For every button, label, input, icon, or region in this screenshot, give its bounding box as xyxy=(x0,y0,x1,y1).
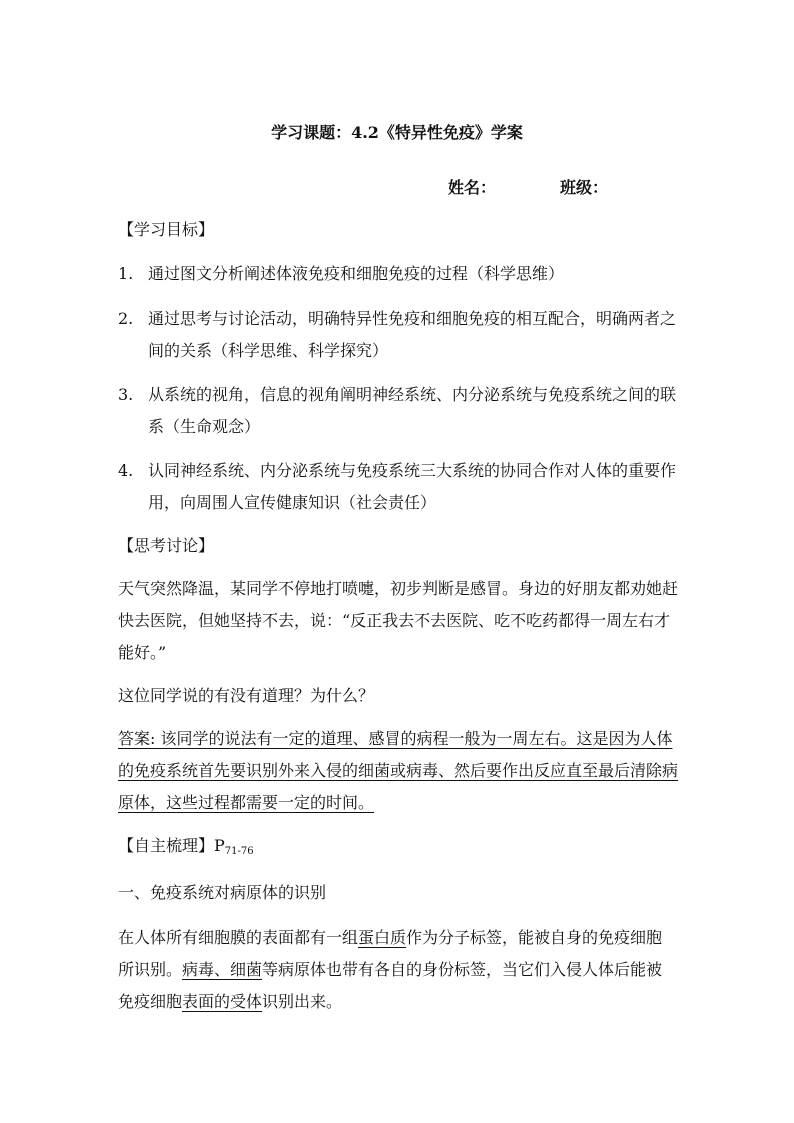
section1-paragraph xyxy=(118,922,678,1018)
goals-heading: 【学习目标】 xyxy=(118,220,215,239)
page-ref-p: P xyxy=(214,836,225,855)
para-text: 在人体所有细胞膜的表面都有一组 xyxy=(118,928,359,947)
section1-title: 一、免疫系统对病原体的识别 xyxy=(118,883,327,902)
goal-number: 2. xyxy=(118,309,134,328)
page-ref xyxy=(214,836,254,855)
discussion-answer: 答案: 该同学的说法有一定的道理、感冒的病程一般为一周左右。这是因为人体的免疫系统首先要识别外来入侵的细菌或病毒、然后要作出反应直至最后清除病原体，这些过程都需要一定的时间。 xyxy=(118,729,679,812)
para-blank-answer: 蛋白质 xyxy=(358,928,407,947)
para-text: 等病原体也带有各自的身份标签，当它们入侵人体后能被免疫细胞 xyxy=(118,960,663,1011)
discussion-heading: 【思考讨论】 xyxy=(118,536,215,555)
para-text: 识别出来。 xyxy=(262,992,343,1011)
page-ref-range: 71-76 xyxy=(224,846,254,857)
discussion-scenario: 天气突然降温，某同学不停地打喷嚏，初步判断是感冒。身边的好朋友都劝她赶快去医院，但她坚持不去，说：“反正我去不去医院、吃不吃药都得一周左右才能好。” xyxy=(118,579,679,662)
goal-number: 3. xyxy=(118,385,134,404)
goal-text: 通过思考与讨论活动，明确特异性免疫和细胞免疫的相互配合，明确两者之间的关系（科学思维、科学探究） xyxy=(148,309,677,360)
goal-item xyxy=(118,379,678,443)
review-heading xyxy=(118,830,678,868)
goal-number: 4. xyxy=(118,461,134,480)
goal-text: 认同神经系统、内分泌系统与免疫系统三大系统的协同合作对人体的重要作用，向周围人宣传健康知识（社会责任） xyxy=(148,461,677,512)
para-text: 作为分子标签，能被自身的免疫细胞所识别。 xyxy=(118,928,663,979)
discussion-question: 这位同学说的有没有道理？为什么？ xyxy=(118,686,375,705)
para-blank-answer: 病毒、细菌 xyxy=(182,960,263,979)
review-heading-text: 【自主梳理】 xyxy=(118,836,215,855)
para-blank-answer: 表面的受体 xyxy=(182,992,263,1011)
goal-text: 通过图文分析阐述体液免疫和细胞免疫的过程（科学思维） xyxy=(148,264,565,283)
name-class-row xyxy=(448,175,608,198)
class-label: 班级： xyxy=(560,178,609,197)
goal-item xyxy=(118,258,678,290)
goal-number: 1. xyxy=(118,264,134,283)
goal-text: 从系统的视角，信息的视角阐明神经系统、内分泌系统与免疫系统之间的联系（生命观念） xyxy=(148,385,677,436)
name-label: 姓名： xyxy=(448,178,497,197)
page-title: 学习课题：4.2《特异性免疫》学案 xyxy=(271,123,523,142)
goal-item xyxy=(118,455,678,519)
goal-item xyxy=(118,303,678,367)
